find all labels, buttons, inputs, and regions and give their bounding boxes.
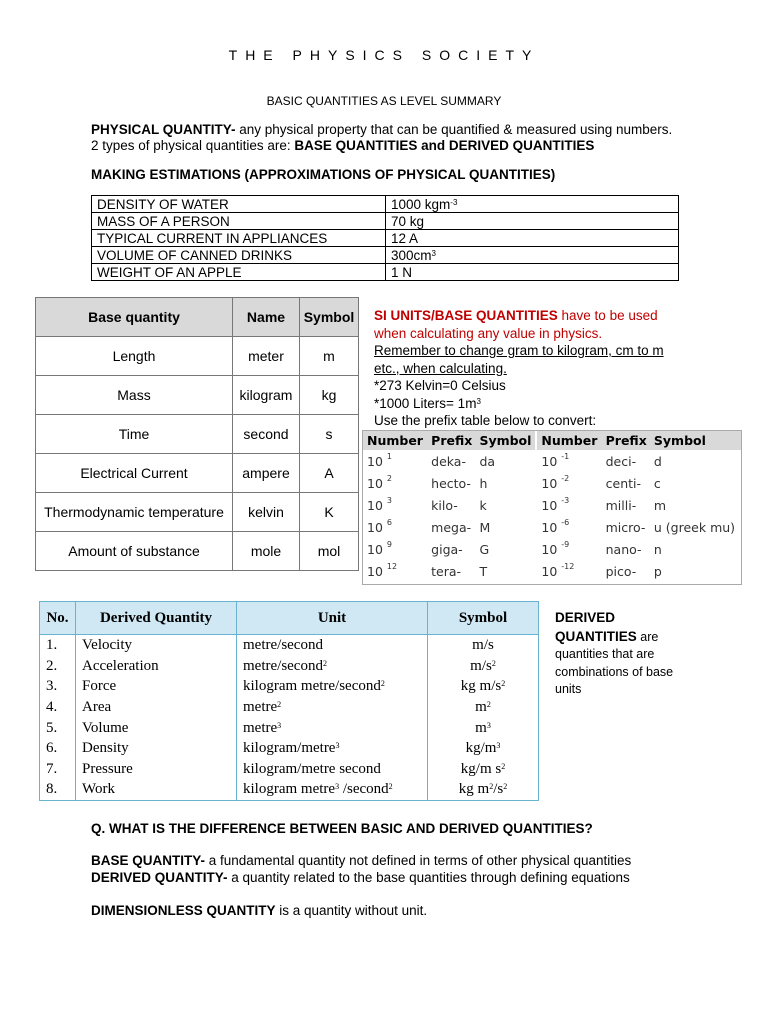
base-name-cell: second xyxy=(233,415,300,454)
derived-unit-text: metre/second xyxy=(243,637,323,654)
prefix-symbol-cell: k xyxy=(479,497,487,513)
prefix-symbol-cell: u (greek mu) xyxy=(653,519,736,535)
base-quantity-cell: Thermodynamic temperature xyxy=(36,493,233,532)
prefix-number-base: 10 xyxy=(541,541,558,557)
estimation-label: DENSITY OF WATER xyxy=(92,196,386,213)
prefix-name-cell: deci- xyxy=(605,453,637,469)
prefix-number-base: 10 xyxy=(541,497,558,513)
derived-number-cell: 3. xyxy=(40,676,76,697)
estimation-row xyxy=(92,230,679,247)
prefix-number-base: 10 xyxy=(367,475,383,491)
derived-symbol-cell xyxy=(428,759,539,780)
derived-unit-text: kilogram metre/second xyxy=(243,678,381,695)
derived-unit-cell xyxy=(237,656,428,677)
derived-unit-cell xyxy=(237,635,428,656)
estimation-value-exponent: 3 xyxy=(431,248,436,258)
base-quantity-row xyxy=(36,493,359,532)
base-header-name: Name xyxy=(233,298,300,337)
derived-symbol-text: kg/m xyxy=(465,740,497,757)
prefix-name-cell: giga- xyxy=(431,541,463,557)
derived-symbol-exponent: 2 xyxy=(489,782,494,792)
prefix-symbol-cell: p xyxy=(653,563,662,579)
prefix-number-exponent: -3 xyxy=(561,495,570,505)
prefix-header-symbol: Symbol xyxy=(475,431,536,450)
estimations-table xyxy=(91,195,679,281)
derived-symbol-cell xyxy=(428,697,539,718)
base-header-quantity: Base quantity xyxy=(36,298,233,337)
prefix-number-cell xyxy=(363,472,427,494)
derived-number-cell: 5. xyxy=(40,717,76,738)
derived-row xyxy=(40,635,539,656)
estimation-value xyxy=(386,230,679,247)
base-quantity-definition: BASE QUANTITY- a fundamental quantity not defined in terms of other physical quantities xyxy=(91,853,632,868)
prefix-name-cell: pico- xyxy=(605,563,637,579)
derived-quantity-definition: DERIVED QUANTITY- a quantity related to the base quantities through defining equations xyxy=(91,870,630,885)
derived-unit-text: metre xyxy=(243,699,278,716)
prefix-name-cell: centi- xyxy=(605,475,641,491)
prefix-number-base: 10 xyxy=(541,563,558,579)
base-quantities-table xyxy=(35,297,359,571)
derived-row xyxy=(40,656,539,677)
base-quantity-cell: Amount of substance xyxy=(36,532,233,571)
derived-number-cell: 4. xyxy=(40,697,76,718)
prefix-row xyxy=(363,494,741,516)
derived-symbol-cell xyxy=(428,676,539,697)
estimation-value-text: 1 N xyxy=(391,264,413,280)
prefix-row xyxy=(363,516,741,538)
derived-unit-exponent: 3 xyxy=(335,782,340,792)
base-symbol-cell: m xyxy=(300,337,359,376)
derived-symbol-cell xyxy=(428,738,539,759)
page-subtitle: BASIC QUANTITIES AS LEVEL SUMMARY xyxy=(266,94,502,108)
base-quantity-row xyxy=(36,454,359,493)
derived-symbol-cell xyxy=(428,779,539,800)
derived-symbol-cell xyxy=(428,656,539,677)
base-header-symbol: Symbol xyxy=(300,298,359,337)
estimation-value-exponent: -3 xyxy=(450,197,458,207)
estimation-label: TYPICAL CURRENT IN APPLIANCES xyxy=(92,230,386,247)
base-symbol-cell: mol xyxy=(300,532,359,571)
prefix-symbol-cell: c xyxy=(653,475,661,491)
derived-row xyxy=(40,779,539,800)
base-symbol-cell: K xyxy=(300,493,359,532)
derived-symbol-text: /s xyxy=(493,781,504,798)
derived-quantity-cell: Volume xyxy=(76,717,237,738)
prefix-header-number-2: Number xyxy=(536,431,601,450)
derived-row xyxy=(40,738,539,759)
derived-unit-cell xyxy=(237,676,428,697)
prefix-number-cell xyxy=(363,494,427,516)
prefix-name-cell: tera- xyxy=(431,563,462,579)
derived-number-cell: 1. xyxy=(40,635,76,656)
physical-quantity-term: PHYSICAL QUANTITY- xyxy=(91,122,236,137)
derived-row xyxy=(40,676,539,697)
estimation-label: WEIGHT OF AN APPLE xyxy=(92,264,386,281)
derived-unit-exponent: 2 xyxy=(380,679,385,689)
derived-row xyxy=(40,697,539,718)
derived-symbol-exponent: 2 xyxy=(501,679,506,689)
derived-unit-text: kilogram/metre xyxy=(243,740,336,757)
derived-unit-exponent: 2 xyxy=(322,658,327,668)
base-quantity-cell: Mass xyxy=(36,376,233,415)
derived-unit-cell xyxy=(237,717,428,738)
derived-unit-exponent: 2 xyxy=(277,700,282,710)
prefix-symbol-cell: G xyxy=(479,541,490,557)
prefix-number-exponent: 3 xyxy=(386,495,392,505)
prefix-number-exponent: -1 xyxy=(561,451,570,461)
derived-quantity-cell: Density xyxy=(76,738,237,759)
derived-unit-exponent: 2 xyxy=(388,782,393,792)
liters-note: *1000 Liters= $1m^3$ xyxy=(374,395,481,411)
derived-quantities-table xyxy=(39,601,539,801)
derived-symbol-text: kg m/s xyxy=(460,678,502,695)
prefix-symbol-cell: h xyxy=(479,475,488,491)
derived-quantity-cell: Force xyxy=(76,676,237,697)
prefix-number-exponent: -9 xyxy=(561,539,570,549)
prefix-number-exponent: 1 xyxy=(386,451,392,461)
estimation-label: MASS OF A PERSON xyxy=(92,213,386,230)
base-quantity-row xyxy=(36,337,359,376)
derived-symbol-text: kg m xyxy=(458,781,490,798)
estimation-value xyxy=(386,264,679,281)
prefix-number-cell xyxy=(536,560,601,582)
prefix-symbol-cell: m xyxy=(653,497,667,513)
prefix-symbol-cell: n xyxy=(653,541,662,557)
derived-symbol-exponent: 2 xyxy=(503,782,508,792)
prefix-header-symbol-2: Symbol xyxy=(650,431,741,450)
kelvin-note: *273 Kelvin=0 Celsius xyxy=(374,378,506,393)
derived-number-cell: 8. xyxy=(40,779,76,800)
prefix-number-cell xyxy=(536,472,601,494)
prefix-number-cell xyxy=(363,560,427,582)
derived-number-cell: 2. xyxy=(40,656,76,677)
prefix-name-cell: hecto- xyxy=(431,475,471,491)
base-name-cell: ampere xyxy=(233,454,300,493)
prefix-number-exponent: -2 xyxy=(561,473,570,483)
prefix-symbol-cell: M xyxy=(479,519,491,535)
estimation-value xyxy=(386,247,679,264)
derived-quantity-cell: Velocity xyxy=(76,635,237,656)
prefix-number-base: 10 xyxy=(541,519,558,535)
base-name-cell: kilogram xyxy=(233,376,300,415)
derived-symbol-text: m/s xyxy=(472,637,494,654)
derived-quantity-cell: Acceleration xyxy=(76,656,237,677)
base-quantity-row xyxy=(36,415,359,454)
prefix-row xyxy=(363,450,741,472)
prefix-number-exponent: -6 xyxy=(561,517,570,527)
derived-unit-cell xyxy=(237,697,428,718)
prefix-number-base: 10 xyxy=(541,453,558,469)
prefix-header-prefix-2: Prefix xyxy=(602,431,650,450)
prefix-number-exponent: 6 xyxy=(386,517,392,527)
society-title: THE PHYSICS SOCIETY xyxy=(228,47,540,63)
prefix-header-prefix: Prefix xyxy=(427,431,475,450)
base-quantity-row xyxy=(36,532,359,571)
derived-row xyxy=(40,759,539,780)
base-symbol-cell: A xyxy=(300,454,359,493)
question-heading: Q. WHAT IS THE DIFFERENCE BETWEEN BASIC AND DERIVED QUANTITIES? xyxy=(91,821,593,836)
prefix-row xyxy=(363,560,741,582)
derived-header-quantity: Derived Quantity xyxy=(76,602,237,635)
prefix-number-exponent: 2 xyxy=(386,473,392,483)
prefix-intro: Use the prefix table below to convert: xyxy=(374,413,597,428)
intro-text: any physical property that can be quantified & measured using numbers. 2 types of physical quantities are: xyxy=(91,122,673,153)
intro-paragraph xyxy=(91,122,681,154)
estimation-value-text: 70 kg xyxy=(391,213,425,229)
derived-unit-text: metre xyxy=(243,719,278,736)
base-quantity-cell: Length xyxy=(36,337,233,376)
prefix-number-base: 10 xyxy=(367,519,383,535)
base-quantity-cell: Electrical Current xyxy=(36,454,233,493)
derived-symbol-exponent: 3 xyxy=(496,741,501,751)
prefix-header-number: Number xyxy=(363,431,427,450)
derived-quantities-note: DERIVED QUANTITIES are quantities that are combinations of base units xyxy=(555,610,674,696)
base-symbol-cell: kg xyxy=(300,376,359,415)
prefix-name-cell: nano- xyxy=(605,541,642,557)
prefix-number-cell xyxy=(363,516,427,538)
prefix-number-cell xyxy=(536,538,601,560)
base-name-cell: meter xyxy=(233,337,300,376)
derived-symbol-exponent: 3 xyxy=(486,720,491,730)
estimation-row xyxy=(92,196,679,213)
derived-symbol-text: m xyxy=(475,699,487,716)
estimation-value-text: 300cm xyxy=(391,247,432,263)
estimations-heading: MAKING ESTIMATIONS (APPROXIMATIONS OF PHYSICAL QUANTITIES) xyxy=(91,167,556,182)
derived-unit-text: metre/second xyxy=(243,657,323,674)
derived-symbol-exponent: 2 xyxy=(486,700,491,710)
estimation-value-text: 1000 kgm xyxy=(391,196,451,212)
estimation-value xyxy=(386,196,679,213)
base-name-cell: mole xyxy=(233,532,300,571)
conversion-reminder: Remember to change gram to kilogram, cm to m etc., when calculating. xyxy=(374,343,664,376)
derived-quantity-cell: Area xyxy=(76,697,237,718)
prefix-number-exponent: 9 xyxy=(386,539,392,549)
derived-header-unit: Unit xyxy=(237,602,428,635)
derived-number-cell: 6. xyxy=(40,738,76,759)
base-symbol-cell: s xyxy=(300,415,359,454)
si-units-warning: SI UNITS/BASE QUANTITIES have to be used when calculating any value in physics. xyxy=(374,308,658,341)
derived-unit-exponent: 3 xyxy=(335,741,340,751)
derived-header-no: No. xyxy=(40,602,76,635)
prefix-number-base: 10 xyxy=(541,475,558,491)
base-name-cell: kelvin xyxy=(233,493,300,532)
prefix-number-cell xyxy=(536,494,601,516)
derived-unit-cell xyxy=(237,738,428,759)
prefix-number-cell xyxy=(363,538,427,560)
prefix-number-cell xyxy=(536,516,601,538)
prefix-number-exponent: -12 xyxy=(561,561,575,571)
derived-quantity-cell: Pressure xyxy=(76,759,237,780)
derived-unit-cell xyxy=(237,779,428,800)
derived-row xyxy=(40,717,539,738)
prefix-row xyxy=(363,538,741,560)
derived-unit-text: kilogram metre xyxy=(243,781,336,798)
prefix-symbol-cell: da xyxy=(479,453,496,469)
estimation-row xyxy=(92,213,679,230)
prefix-name-cell: mega- xyxy=(431,519,472,535)
prefix-number-base: 10 xyxy=(367,497,383,513)
derived-symbol-cell xyxy=(428,717,539,738)
prefix-name-cell: kilo- xyxy=(431,497,458,513)
derived-unit-cell xyxy=(237,759,428,780)
prefix-number-cell xyxy=(536,450,601,472)
derived-unit-text: /second xyxy=(339,781,389,798)
prefix-symbol-cell: d xyxy=(653,453,662,469)
estimation-value-text: 12 A xyxy=(391,230,419,246)
prefix-number-base: 10 xyxy=(367,563,383,579)
derived-symbol-text: m xyxy=(475,719,487,736)
derived-symbol-exponent: 2 xyxy=(501,761,506,771)
estimation-row xyxy=(92,247,679,264)
estimation-row xyxy=(92,264,679,281)
prefix-number-base: 10 xyxy=(367,541,383,557)
prefix-name-cell: micro- xyxy=(605,519,646,535)
estimation-value xyxy=(386,213,679,230)
prefix-number-exponent: 12 xyxy=(386,561,398,571)
base-quantity-row xyxy=(36,376,359,415)
estimation-label: VOLUME OF CANNED DRINKS xyxy=(92,247,386,264)
base-quantity-cell: Time xyxy=(36,415,233,454)
derived-unit-text: kilogram/metre second xyxy=(243,760,381,777)
derived-quantity-cell: Work xyxy=(76,779,237,800)
derived-symbol-exponent: 2 xyxy=(491,658,496,668)
prefix-row xyxy=(363,472,741,494)
prefix-table xyxy=(362,430,742,585)
derived-symbol-text: m/s xyxy=(470,657,492,674)
prefix-symbol-cell: T xyxy=(479,563,488,579)
dimensionless-quantity-definition: DIMENSIONLESS QUANTITY is a quantity without unit. xyxy=(91,903,428,918)
prefix-name-cell: deka- xyxy=(431,453,466,469)
prefix-name-cell: milli- xyxy=(605,497,637,513)
derived-unit-exponent: 3 xyxy=(277,720,282,730)
prefix-number-base: 10 xyxy=(367,453,383,469)
derived-header-symbol: Symbol xyxy=(428,602,539,635)
derived-symbol-text: kg/m s xyxy=(460,760,502,777)
si-units-note xyxy=(374,307,674,430)
quantity-types: BASE QUANTITIES and DERIVED QUANTITIES xyxy=(294,138,595,153)
derived-symbol-cell xyxy=(428,635,539,656)
derived-number-cell: 7. xyxy=(40,759,76,780)
prefix-number-cell xyxy=(363,450,427,472)
